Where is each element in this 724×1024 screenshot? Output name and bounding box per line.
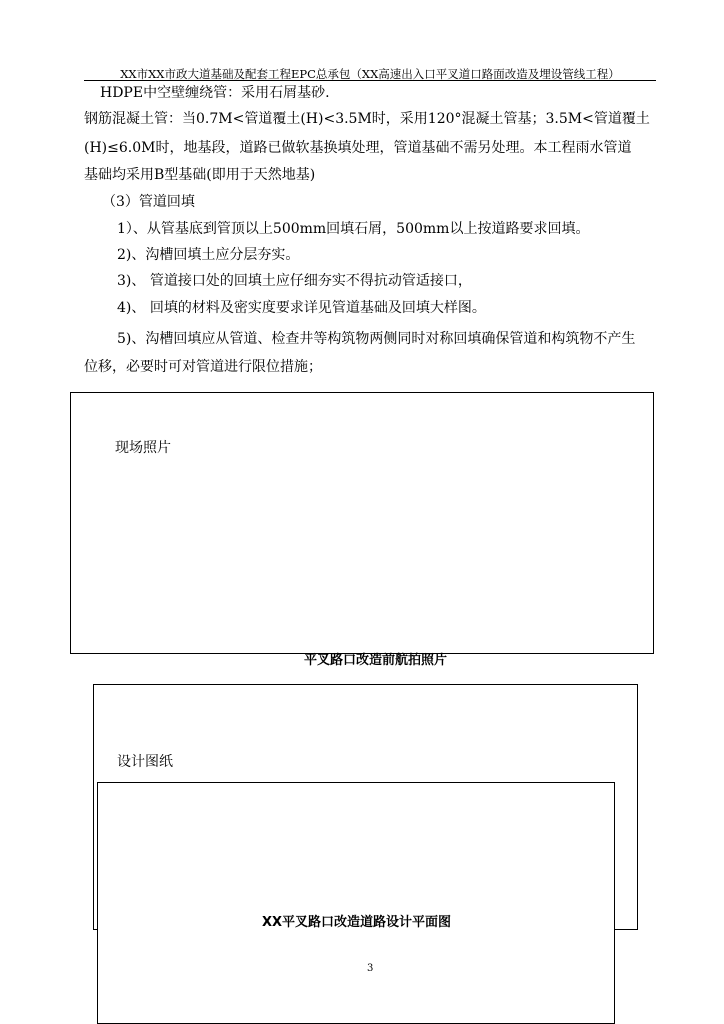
site-photo-frame [70, 392, 654, 654]
body-line-2: 钢筋混凝土管：当0.7M<管道覆土(H)<3.5M时，采用120°混凝土管基；3.5M<管道覆土 [84, 111, 650, 127]
body-line-7: 2)、沟槽回填土应分层夯实。 [117, 247, 300, 263]
body-line-3: (H)≤6.0M时，地基段，道路已做软基换填处理，管道基础不需另处理。本工程雨水管道 [84, 140, 632, 156]
page-number: 3 [367, 963, 374, 974]
body-line-10: 5)、沟槽回填应从管道、检查井等构筑物两侧同时对称回填确保管道和构筑物不产生 [117, 331, 636, 347]
site-photo-label: 现场照片 [115, 440, 171, 456]
design-plan-frame [97, 782, 615, 1024]
body-line-11: 位移，必要时可对管道进行限位措施； [84, 359, 322, 375]
page-header: XX市XX市政大道基础及配套工程EPC总承包（XX高速出入口平叉道口路面改造及埋设管线工程） [120, 67, 620, 81]
body-line-9: 4)、 回填的材料及密实度要求详见管道基础及回填大样图。 [117, 300, 486, 316]
section-heading: （3）管道回填 [102, 194, 195, 210]
design-drawing-label: 设计图纸 [117, 754, 173, 770]
body-line-4: 基础均采用B型基础(即用于天然地基) [84, 167, 316, 183]
site-photo-caption: 平叉路口改造前航拍照片 [304, 653, 448, 668]
body-line-8: 3)、 管道接口处的回填土应仔细夯实不得抗动管适接口， [117, 273, 472, 289]
header-divider [84, 80, 656, 81]
body-line-1: HDPE中空壁缠绕管：采用石屑基砂. [100, 85, 330, 101]
design-plan-caption: XX平叉路口改造道路设计平面图 [262, 915, 452, 930]
body-line-6: 1）、从管基底到管顶以上500mm回填石屑，500mm以上按道路要求回填。 [117, 221, 590, 237]
